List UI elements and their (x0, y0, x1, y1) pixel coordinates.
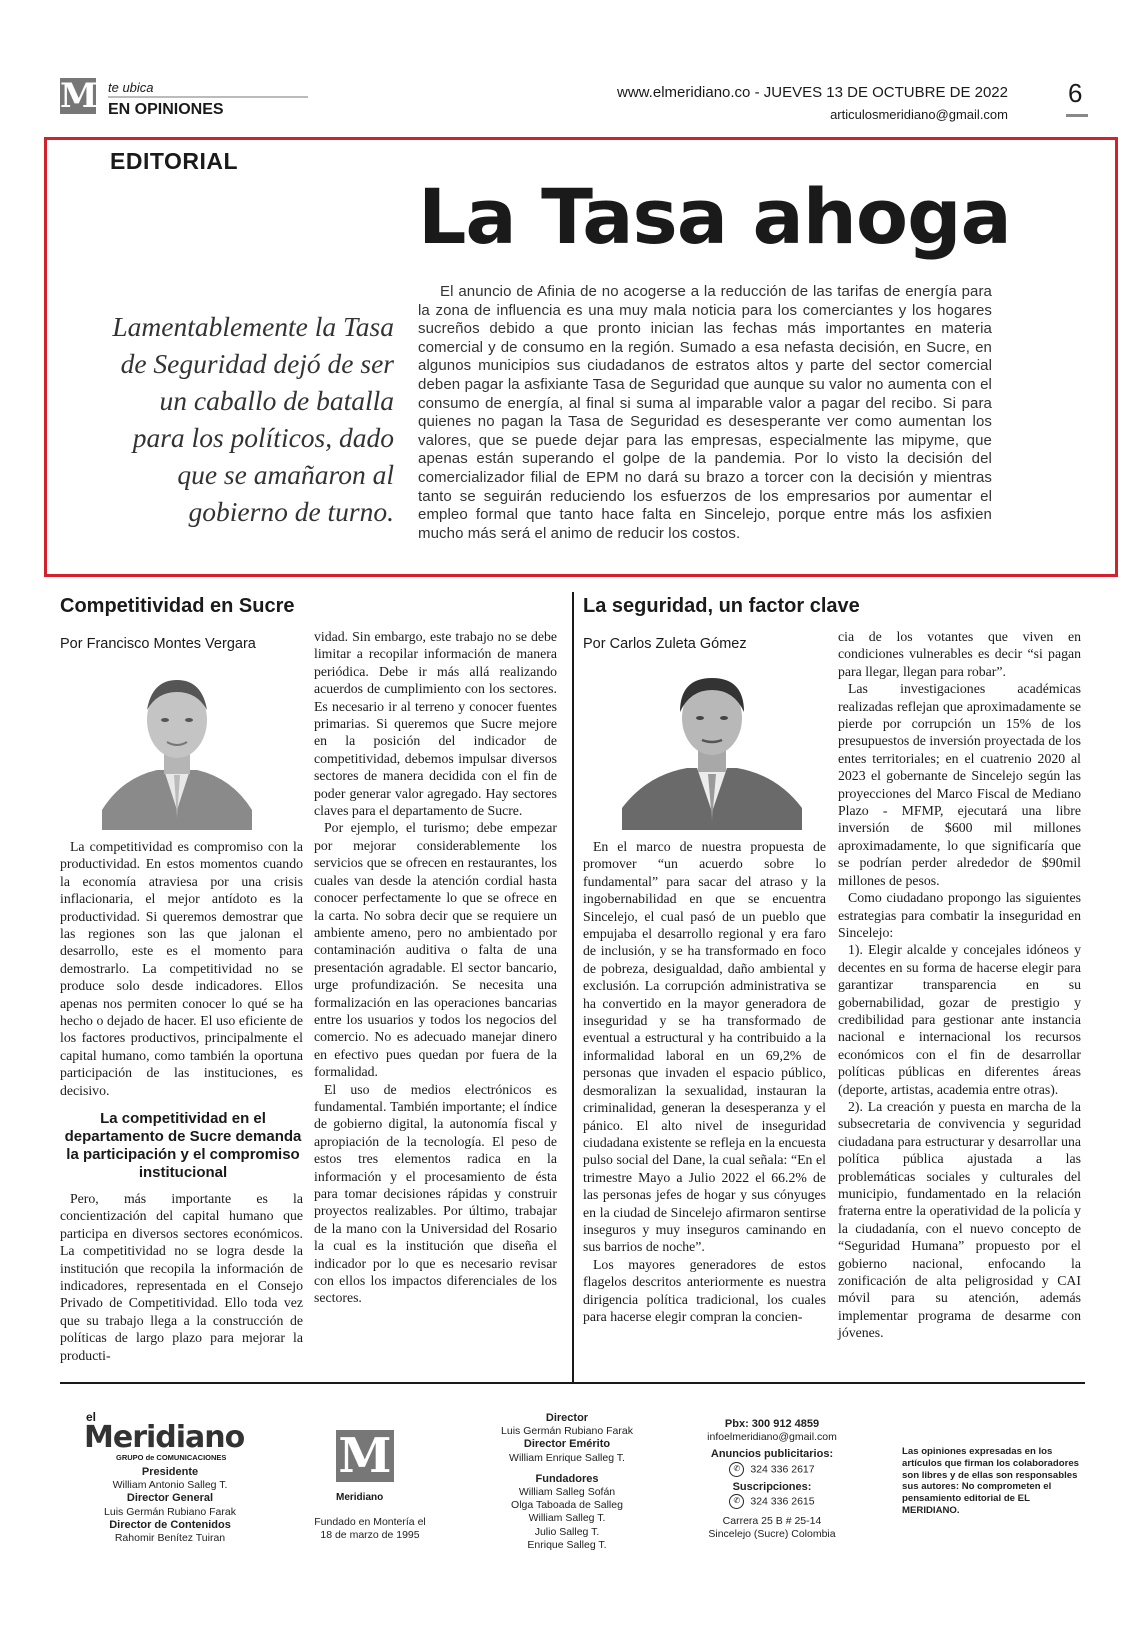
address-line-1: Carrera 25 B # 25-14 (722, 1514, 822, 1527)
page-number: 6 (1068, 78, 1083, 108)
director-contenidos-label: Director de Contenidos (109, 1518, 231, 1531)
fundador-name: Julio Salleg T. (534, 1525, 600, 1538)
article-2-paragraph: En el marco de nuestra propuesta de promover “un acuerdo sobre lo fundamental” para sacar del atraso y la ingobernabilidad en que se encuentra Sincelejo, el cual pasó de un pueblo que empujaba el desarrollo regional y era faro de inclusión, y se ha transformado en foco de pobreza, desigualdad, daño ambiental y exclusión. La corrupción administrativa se ha convertido en la mayor generadora de inseguridad y se ha transformado de eventual a estructural y ha contribuido a la informalidad laboral en un 69,2% de personas que invaden el espacio público, desmoralizan la sexualidad, instauran la criminalidad, generan la desesperanza y el pánico. El alto nivel de inseguridad ciudadana existente se refleja en la encuesta pulso social del Dane, la cual señala: “En el trimestre Mayo a Julio 2022 el 66.2% de las personas jefes de hogar y sus cónyuges en la ciudad de Sincelejo afirmaron sentirse inseguros y muy inseguros caminando en sus barrios de noche”. (583, 839, 826, 1255)
article-2-paragraph: 1). Elegir alcalde y concejales idóneos y decentes en su forma de hacerse elegir para garantizar transparencia en su gobernabilidad, gozar de prestigio y credibilidad para gestionar ante instancia nacional e internacional los recursos económicos con el fin de desarrollar políticas públicas en diferentes áreas (deporte, artistas, academia entre otras). (838, 942, 1081, 1097)
article-1-title: Competitividad en Sucre (60, 595, 295, 617)
editorial-title: La Tasa ahoga (418, 172, 1011, 261)
footer-management (70, 1466, 270, 1545)
director-emerito-label: Director Emérito (523, 1438, 611, 1451)
brand-small: el (86, 1410, 97, 1424)
director-label: Director (545, 1412, 589, 1424)
meridiano-footer-logo-icon: M (336, 1430, 394, 1482)
address-line-2: Sincelejo (Sucre) Colombia (708, 1528, 836, 1541)
fundadores-label: Fundadores (535, 1472, 599, 1485)
founded-note: Fundado en Montería el 18 de marzo de 1995 (314, 1516, 426, 1542)
article-2-paragraph: 2). La creación y puesta en marcha de la subsecretaria de convivencia y seguridad ciudadana para estructurar y desarrollar una política pública ajustada a las problemáticas sociales y culturales del municipio, fundamentado en la relación fraterna entre la operatividad de la policía y la ciudadanía, con el nuevo concepto de “Seguridad Humana” propuesto por el gobierno nacional, enfocando la zonificación de alta peligrosidad y CAI móvil para su atención, además implementar programa de desarme con jóvenes. (838, 1098, 1081, 1341)
suscripciones-phone: 324 336 2615 (750, 1495, 815, 1508)
section-kicker-small: te ubica (108, 80, 154, 95)
anuncios-phone: 324 336 2617 (750, 1462, 815, 1475)
presidente-name: William Antonio Salleg T. (112, 1479, 228, 1492)
article-2-paragraph: Como ciudadano propongo las siguientes estrategias para combatir la inseguridad en Sincelejo: (838, 890, 1081, 940)
fundador-name: William Salleg T. (528, 1512, 606, 1525)
article-1-byline: Por Francisco Montes Vergara (60, 636, 256, 652)
presidente-label: Presidente (141, 1466, 199, 1478)
editorial-label: EDITORIAL (110, 148, 239, 174)
author-1-photo (102, 660, 252, 830)
article-2-paragraph: Las investigaciones académicas realizadas reflejan que aproximadamente se pierde por corrupción un 15% de los presupuestos de inversión proyectada de los entes territoriales; en el cuatrenio 2020 al 2023 el gobernante de Sincelejo según las proyecciones del Marco Fiscal de Mediano Plazo - MFMP, ejecutará una libre inversión de $600 mil millones aproximadamente, lo que significaría que se podrían perder alrededor de $90mil millones de pesos. (838, 681, 1081, 888)
director-name: Luis Germán Rubiano Farak (501, 1425, 633, 1438)
fundador-name: Olga Taboada de Salleg (511, 1499, 623, 1512)
article-1-column-1b (60, 1190, 303, 1364)
editorial-pullquote: Lamentablemente la Tasa de Seguridad dejó de ser un caballo de batalla para los políticos, dado que se amañaron al gobierno de turno. (112, 311, 394, 527)
article-1-paragraph: Por ejemplo, el turismo; debe empezar por mejorar considerablemente los servicios que se ofrecen en restaurantes, los cuales van desde la atención cordial hasta conocer perfectamente lo que se ofrece en la carta. No sobra decir que se requiere un ambiente ameno, pero no ambientado por contaminación auditiva o falta de una presentación agradable. El sector bancario, urge profundización. Se necesita una formalización en las operaciones bancarias entre los usuarios y todos los negocios del comercio. No es adecuado manejar dinero en efectivo pues quedan por fuera de la formalidad. (314, 820, 557, 1080)
header-email: articulosmeridiano@gmail.com (830, 107, 1008, 122)
article-2-byline: Por Carlos Zuleta Gómez (583, 636, 747, 652)
meridiano-logo-icon: M (60, 76, 98, 116)
article-1-column-2 (314, 628, 557, 1307)
brand-subtitle: GRUPO de COMUNICACIONES (116, 1453, 227, 1462)
fundador-name: Enrique Salleg T. (527, 1538, 607, 1551)
article-1-paragraph: Pero, más importante es la concientización del capital humano que participa en diversos sectores económicos. La competitividad no se logra desde la institución que recopila la información de indicadores, representada en el Consejo Privado de Competitividad. Ello toda vez que su trabajo llega a la construcción de políticas de largo plazo para mejorar la producti- (60, 1191, 303, 1363)
footer-directors (472, 1412, 662, 1552)
pbx: Pbx: 300 912 4859 (724, 1418, 820, 1430)
fundador-name: William Salleg Sofán (518, 1486, 616, 1499)
meridiano-footer-logo-text: Meridiano (336, 1492, 384, 1503)
whatsapp-icon: ✆ (729, 1462, 744, 1477)
article-1-paragraph: El uso de medios electrónicos es fundamental. También importante; el índice de gobierno digital, la autonomía fiscal y apropiación de la tecnología. El peso de estos tres elementos radica en la información y el procesamiento de ésta para tomar decisiones rápidas y construir proyectos realizables. Por último, trabajar de la mano con la Universidad del Rosario la cual es la institución que diseña el indicador por lo que es necesario revisar con ellos los impactos diferenciales de los sectores. (314, 1081, 557, 1306)
article-2-title: La seguridad, un factor clave (583, 595, 860, 617)
article-1-paragraph: vidad. Sin embargo, este trabajo no se debe limitar a recopilar información de manera periódica. Debe ir más allá realizando acuerdos de cumplimiento con los sectores. Es necesario ir al terreno y conocer fuentes primarias. Si queremos que Sucre mejore en la posición del indicador de competitividad, debemos impulsar diversos sectores de manera decidida con el fin de poder generar valor agregado. Hay sectores claves para el departamento de Sucre. (314, 629, 557, 819)
brand-logo: Meridiano (84, 1420, 245, 1455)
article-1-column-1a (60, 838, 303, 1099)
column-divider (572, 592, 574, 1382)
article-2-paragraph: Los mayores generadores de estos flagelos descritos anteriormente es nuestra dirigencia política tradicional, los cuales para hacerse elegir compran la concien- (583, 1256, 826, 1324)
director-contenidos-name: Rahomir Benítez Tuiran (114, 1532, 226, 1545)
article-2-paragraph: cia de los votantes que viven en condiciones vulnerables es decir “si pagan para llegar, llegan para robar”. (838, 629, 1081, 679)
page-number-rule (1066, 114, 1088, 117)
section-kicker: EN OPINIONES (108, 101, 224, 118)
director-emerito-name: William Enrique Salleg T. (509, 1451, 625, 1464)
director-general-name: Luis Germán Rubiano Farak (104, 1505, 236, 1518)
article-1-paragraph: La competitividad es compromiso con la productividad. En estos momentos cuando la economía atraviesa por una crisis inflacionaria, el mejor antídoto es la productividad. Si queremos demostrar que las regiones son las que jalonan el desarrollo, este es el momento para demostrarlo. La competitividad no se produce solo desde indicadores. Ellos apenas nos permiten conocer lo qué se ha hecho o dejado de hacer. El uso eficiente de los factores productivos, principalmente el capital humano, como también la oportuna participación de las instituciones, es decisivo. (60, 839, 303, 1098)
suscripciones-label: Suscripciones: (732, 1480, 812, 1493)
author-2-photo (622, 660, 802, 830)
header-date-line: www.elmeridiano.co - JUEVES 13 DE OCTUBRE DE 2022 (617, 84, 1008, 101)
editorial-body: El anuncio de Afinia de no acogerse a la reducción de las tarifas de energía para la zona de influencia es una muy mala noticia para los comerciantes y los hogares sucreños debido a que pronto inician las fechas más importantes en materia comercial y de consumo en la región. Sumado a esa nefasta decisión, en Sucre, en algunos municipios sus ciudadanos de estratos altos y parte del sector comercial deben pagar la asfixiante Tasa de Seguridad que aunque su valor no aumenta con el consumo de energía, al final si suma al imparable valor a pagar del recibo. Si para quienes no pagan la Tasa de Seguridad es desesperante ver como aumentan los valores, que se puede dejar para las empresas, especialmente las mipyme, que apenas están superando el golpe de la pandemia. Por lo visto la decisión del comercializador filial de EPM no dará su brazo a torcer con la decisión y mientras tanto se seguirán reduciendo los esfuerzos de los empresarios por aumentar el empleo formal que tanto hace falta en Sincelejo, porque entre más los asfixien mucho más será el animo de reducir los costos. (418, 283, 992, 542)
article-2-column-1 (583, 838, 826, 1325)
article-2-column-2 (838, 628, 1081, 1342)
footer-email: infoelmeridiano@gmail.com (707, 1431, 837, 1444)
footer-disclaimer: Las opiniones expresadas en los artículos que firman los colaboradores son libres y de ellas son responsables sus autores: No comprometen el pensamiento editorial de EL MERIDIANO. (902, 1446, 1079, 1516)
kicker-rule (108, 96, 308, 98)
whatsapp-icon: ✆ (729, 1494, 744, 1509)
footer-contact (692, 1418, 852, 1541)
director-general-label: Director General (126, 1492, 214, 1505)
article-1-subhead: La competitividad en el departamento de Sucre demanda la participación y el compromiso institucional (64, 1110, 302, 1181)
anuncios-label: Anuncios publicitarios: (710, 1448, 834, 1461)
footer-rule (60, 1382, 1085, 1384)
